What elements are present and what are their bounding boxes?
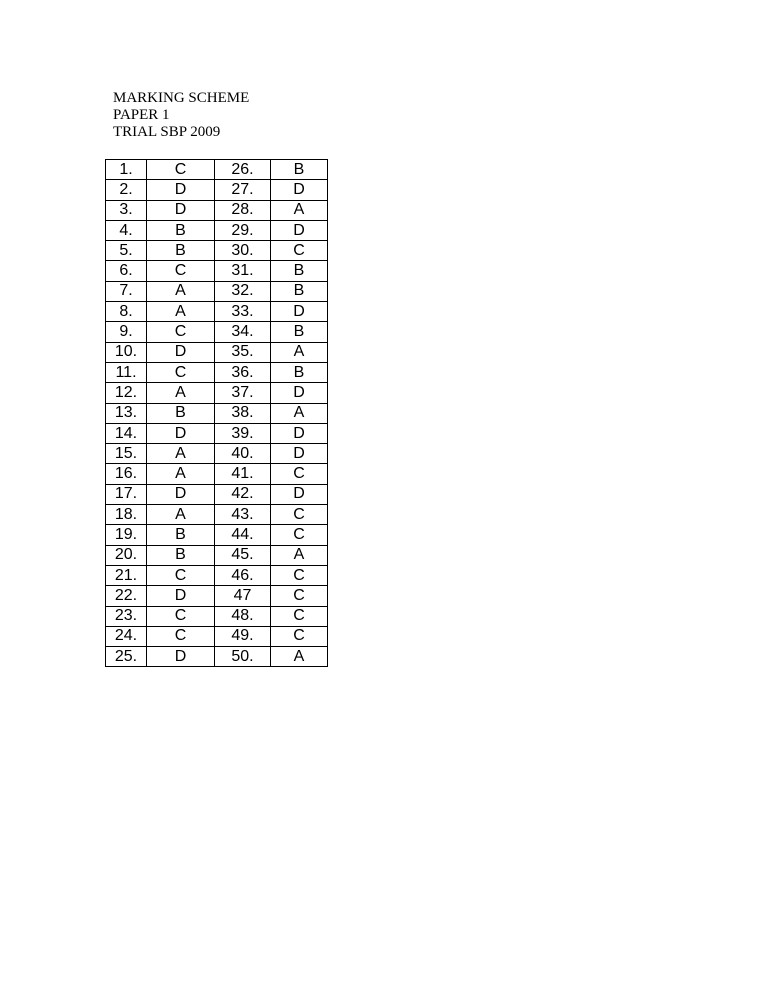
table-row: [106, 281, 328, 301]
table-row: [106, 647, 328, 667]
answer-cell: B: [147, 525, 215, 545]
answer-cell: C: [147, 160, 215, 180]
answer-cell: D: [271, 383, 328, 403]
table-row: [106, 525, 328, 545]
answer-cell: C: [271, 565, 328, 585]
question-number-cell: 35.: [215, 342, 271, 362]
answer-cell: C: [147, 606, 215, 626]
answer-cell: A: [271, 403, 328, 423]
answer-cell: D: [147, 484, 215, 504]
question-number-cell: 39.: [215, 423, 271, 443]
answer-cell: B: [271, 281, 328, 301]
question-number-cell: 31.: [215, 261, 271, 281]
answer-cell: A: [271, 545, 328, 565]
table-row: [106, 565, 328, 585]
question-number-cell: 4.: [106, 220, 147, 240]
answer-cell: D: [147, 180, 215, 200]
table-row: [106, 484, 328, 504]
heading-title: MARKING SCHEME: [113, 90, 250, 106]
table-row: [106, 342, 328, 362]
answer-cell: A: [147, 383, 215, 403]
answer-cell: D: [271, 180, 328, 200]
answer-cell: A: [147, 505, 215, 525]
table-row: [106, 180, 328, 200]
table-row: [106, 200, 328, 220]
question-number-cell: 27.: [215, 180, 271, 200]
question-number-cell: 21.: [106, 565, 147, 585]
question-number-cell: 17.: [106, 484, 147, 504]
question-number-cell: 13.: [106, 403, 147, 423]
answer-cell: D: [147, 423, 215, 443]
question-number-cell: 6.: [106, 261, 147, 281]
question-number-cell: 16.: [106, 464, 147, 484]
answer-table-body: [106, 160, 328, 667]
question-number-cell: 1.: [106, 160, 147, 180]
question-number-cell: 5.: [106, 241, 147, 261]
answer-cell: C: [271, 525, 328, 545]
answer-cell: A: [271, 342, 328, 362]
answer-cell: B: [147, 220, 215, 240]
question-number-cell: 10.: [106, 342, 147, 362]
question-number-cell: 42.: [215, 484, 271, 504]
table-row: [106, 241, 328, 261]
table-row: [106, 261, 328, 281]
answer-cell: A: [147, 444, 215, 464]
question-number-cell: 24.: [106, 626, 147, 646]
question-number-cell: 20.: [106, 545, 147, 565]
document-heading: [113, 90, 249, 141]
answer-cell: D: [271, 423, 328, 443]
question-number-cell: 28.: [215, 200, 271, 220]
question-number-cell: 46.: [215, 565, 271, 585]
question-number-cell: 23.: [106, 606, 147, 626]
answer-cell: D: [147, 342, 215, 362]
table-row: [106, 586, 328, 606]
question-number-cell: 34.: [215, 322, 271, 342]
question-number-cell: 22.: [106, 586, 147, 606]
question-number-cell: 50.: [215, 647, 271, 667]
answer-cell: C: [147, 626, 215, 646]
question-number-cell: 45.: [215, 545, 271, 565]
answer-cell: D: [271, 484, 328, 504]
answer-cell: D: [271, 444, 328, 464]
question-number-cell: 41.: [215, 464, 271, 484]
question-number-cell: 30.: [215, 241, 271, 261]
question-number-cell: 18.: [106, 505, 147, 525]
answer-cell: C: [147, 322, 215, 342]
answer-cell: C: [271, 586, 328, 606]
answer-table: [105, 159, 328, 667]
question-number-cell: 47: [215, 586, 271, 606]
question-number-cell: 40.: [215, 444, 271, 464]
answer-cell: A: [147, 464, 215, 484]
question-number-cell: 37.: [215, 383, 271, 403]
answer-cell: D: [147, 586, 215, 606]
question-number-cell: 36.: [215, 362, 271, 382]
table-row: [106, 220, 328, 240]
table-row: [106, 464, 328, 484]
question-number-cell: 32.: [215, 281, 271, 301]
question-number-cell: 15.: [106, 444, 147, 464]
heading-paper: PAPER 1: [113, 107, 170, 123]
table-row: [106, 505, 328, 525]
table-row: [106, 423, 328, 443]
question-number-cell: 33.: [215, 302, 271, 322]
answer-cell: D: [147, 647, 215, 667]
answer-cell: C: [271, 464, 328, 484]
answer-cell: D: [271, 220, 328, 240]
answer-cell: C: [147, 565, 215, 585]
answer-cell: B: [271, 160, 328, 180]
question-number-cell: 9.: [106, 322, 147, 342]
table-row: [106, 322, 328, 342]
table-row: [106, 444, 328, 464]
table-row: [106, 545, 328, 565]
question-number-cell: 26.: [215, 160, 271, 180]
answer-cell: D: [271, 302, 328, 322]
table-row: [106, 362, 328, 382]
question-number-cell: 7.: [106, 281, 147, 301]
question-number-cell: 25.: [106, 647, 147, 667]
answer-cell: A: [271, 200, 328, 220]
answer-cell: C: [147, 261, 215, 281]
answer-cell: A: [147, 281, 215, 301]
question-number-cell: 49.: [215, 626, 271, 646]
table-row: [106, 383, 328, 403]
answer-cell: A: [271, 647, 328, 667]
answer-cell: B: [271, 362, 328, 382]
question-number-cell: 29.: [215, 220, 271, 240]
question-number-cell: 2.: [106, 180, 147, 200]
answer-cell: B: [271, 322, 328, 342]
answer-cell: D: [147, 200, 215, 220]
answer-cell: C: [271, 505, 328, 525]
question-number-cell: 12.: [106, 383, 147, 403]
table-row: [106, 606, 328, 626]
answer-cell: B: [271, 261, 328, 281]
table-row: [106, 403, 328, 423]
question-number-cell: 8.: [106, 302, 147, 322]
question-number-cell: 44.: [215, 525, 271, 545]
question-number-cell: 3.: [106, 200, 147, 220]
answer-cell: C: [271, 626, 328, 646]
answer-cell: B: [147, 403, 215, 423]
question-number-cell: 19.: [106, 525, 147, 545]
table-row: [106, 302, 328, 322]
answer-cell: C: [147, 362, 215, 382]
answer-cell: B: [147, 241, 215, 261]
table-row: [106, 160, 328, 180]
heading-exam: TRIAL SBP 2009: [113, 124, 221, 140]
answer-cell: C: [271, 241, 328, 261]
question-number-cell: 11.: [106, 362, 147, 382]
question-number-cell: 38.: [215, 403, 271, 423]
table-row: [106, 626, 328, 646]
question-number-cell: 43.: [215, 505, 271, 525]
answer-cell: C: [271, 606, 328, 626]
answer-cell: A: [147, 302, 215, 322]
question-number-cell: 14.: [106, 423, 147, 443]
question-number-cell: 48.: [215, 606, 271, 626]
answer-cell: B: [147, 545, 215, 565]
